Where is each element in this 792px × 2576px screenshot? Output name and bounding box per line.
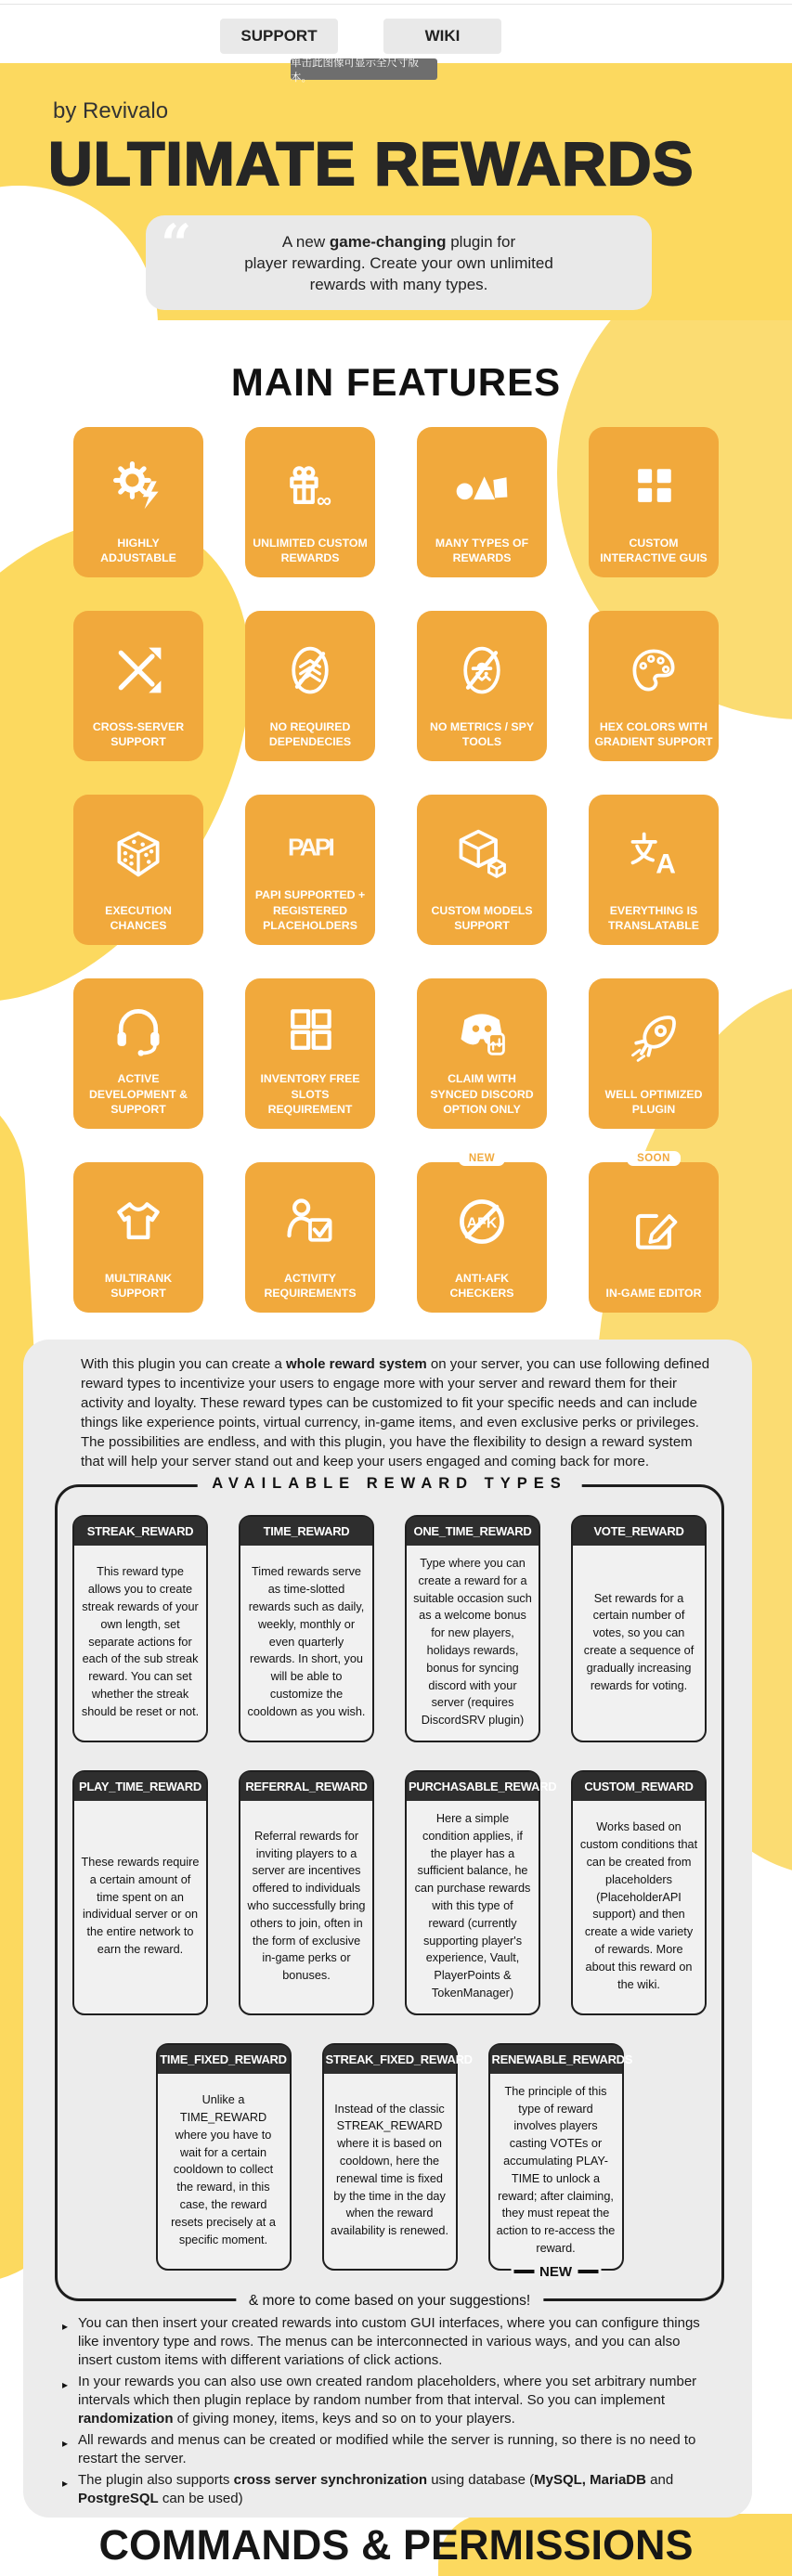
reward-type-desc: Here a simple condition applies, if the player has a sufficient balance, he can purchase rewards with this type of reward (currently supporting player's experience, Vault, PlayerPoints & TokenManager): [414, 1811, 531, 2000]
reward-types-row: [65, 1515, 714, 1742]
bullet-icon: ▸: [62, 2319, 69, 2333]
palette-icon: [626, 622, 682, 719]
reward-type-name: TIME_REWARD: [240, 1517, 372, 1546]
support-button[interactable]: SUPPORT: [220, 19, 338, 54]
svg-text:A: A: [656, 848, 676, 880]
shapes-icon: [454, 438, 510, 536]
feature-card: [73, 427, 203, 577]
reward-types-row: [65, 2043, 714, 2280]
main-features-heading: MAIN FEATURES: [230, 360, 562, 404]
cross-arrows-icon: [110, 622, 166, 719]
feature-label: CUSTOM MODELS SUPPORT: [431, 903, 533, 932]
reward-type-card: [72, 1515, 208, 1742]
reward-type-desc: Works based on custom conditions that can be created from placeholders (PlaceholderAPI support) and then create a wide variety of rewards. More about this reward on the wiki.: [579, 1820, 698, 1991]
activity-check-icon: [282, 1173, 338, 1271]
reward-type-card: [571, 1770, 707, 2015]
reward-type-name: STREAK_REWARD: [74, 1517, 206, 1546]
feature-card: [245, 611, 375, 761]
feature-label: IN-GAME EDITOR: [605, 1286, 702, 1300]
feature-card: [73, 1162, 203, 1313]
reward-type-name: PLAY_TIME_REWARD: [74, 1772, 206, 1801]
feature-card: [73, 611, 203, 761]
features-grid: [73, 427, 719, 1313]
headset-icon: [110, 990, 166, 1071]
slots-grid-icon: [282, 990, 338, 1071]
gear-bolt-icon: [110, 438, 166, 536]
reward-types-title: AVAILABLE REWARD TYPES: [197, 1475, 582, 1493]
feature-label: ACTIVE DEVELOPMENT & SUPPORT: [89, 1072, 188, 1116]
top-divider: [0, 4, 792, 5]
plugin-description: With this plugin you can create a whole reward system on your server, you can use following defined reward types to incentivize your users to engage more with your server and reward them for their activity and loyalty. These reward types can be customized to fit your specific needs and can include things like experience points, virtual currency, in-game items, and even exclusive perks or privileges. The possibilities are endless, and with this plugin, you have the flexibility to design a reward system that will help your server stand out and keep your users engaged and coming back for more.: [81, 1356, 710, 1469]
reward-type-card: [571, 1515, 707, 1742]
reward-type-card: [405, 1770, 557, 2015]
reward-types-row: [65, 1770, 714, 2015]
feature-label: WELL OPTIMIZED PLUGIN: [604, 1087, 703, 1116]
rocket-icon: [626, 990, 682, 1087]
feature-label: NO METRICS / SPY TOOLS: [429, 719, 535, 748]
reward-type-desc: The principle of this type of reward involves players casting VOTEs or accumulating PLAY-TIME to unlock a reward; after claiming, they must repeat the action to re-access the reward.: [496, 2084, 616, 2255]
feature-card: [245, 427, 375, 577]
feature-label: MULTIRANK SUPPORT: [104, 1271, 173, 1300]
bullet-list: [62, 2314, 717, 2518]
bullet-icon: ▸: [62, 2377, 69, 2391]
feature-label: CLAIM WITH SYNCED DISCORD OPTION ONLY: [430, 1072, 534, 1116]
reward-type-name: ONE_TIME_REWARD: [407, 1517, 539, 1546]
dice-icon: [110, 806, 166, 903]
reward-type-card: [239, 1515, 374, 1742]
reward-type-card: [156, 2043, 292, 2271]
reward-type-desc: Instead of the classic STREAK_REWARD where it is based on cooldown, here the renewal time is fixed by the time in the day when the reward availability is renewed.: [331, 2102, 448, 2238]
feature-card: [589, 795, 719, 945]
feature-label: NO REQUIRED DEPENDECIES: [268, 719, 352, 748]
discord-sync-icon: [454, 990, 510, 1071]
no-spy-icon: [454, 622, 510, 719]
feature-card: [417, 427, 547, 577]
translate-icon: [626, 806, 682, 903]
feature-card: [417, 795, 547, 945]
feature-label: EVERYTHING IS TRANSLATABLE: [608, 903, 699, 932]
cube-icon: [454, 806, 510, 903]
reward-types-box: [55, 1475, 724, 2309]
feature-card: [589, 1153, 719, 1313]
feature-card: [73, 978, 203, 1129]
list-item: ▸ All rewards and menus can be created or modified while the server is running, so there is no need to restart the server.: [62, 2431, 696, 2466]
reward-type-card: [239, 1770, 374, 2015]
papi-icon: [282, 806, 338, 887]
feature-card: [417, 978, 547, 1129]
new-badge: NEW: [459, 1151, 505, 1166]
intro-quote-text: A new game-changing plugin for player rewarding. Create your own unlimited rewards with many types.: [244, 232, 553, 293]
reward-type-card: [72, 1770, 208, 2015]
feature-card: [73, 795, 203, 945]
bullet-icon: ▸: [62, 2436, 69, 2450]
svg-text:∞: ∞: [316, 488, 332, 512]
bullet-icon: ▸: [62, 2476, 69, 2490]
svg-text:PAPI: PAPI: [287, 833, 333, 861]
reward-type-desc: Referral rewards for inviting players to a server are incentives offered to individuals who successfully bring others to join, often in the form of exclusive in-game perks or bonuses.: [247, 1829, 366, 1983]
feature-card: [245, 795, 375, 945]
list-item: ▸ You can then insert your created rewards into custom GUI interfaces, where you can configure things like inventory type and rows. The menus can be interconnected in various ways, and you can also insert custom items with different variations of click actions.: [62, 2314, 700, 2368]
quote-icon: “: [161, 213, 192, 276]
reward-type-desc: Timed rewards serve as time-slotted rewards such as daily, weekly, monthly or even quarterly rewards. In short, you will be able to customize the cooldown as you wish.: [247, 1565, 366, 1718]
intro-quote: [146, 215, 652, 310]
feature-label: EXECUTION CHANCES: [105, 903, 172, 932]
list-item: ▸ In your rewards you can also use own created random placeholders, where you set arbitrary number intervals which then plugin replace by random number from that interval. So you can implement randomization of giving money, items, keys and so on to your players.: [62, 2373, 697, 2427]
author-byline: by Revivalo: [53, 98, 169, 123]
feature-label: HEX COLORS WITH GRADIENT SUPPORT: [594, 719, 713, 748]
wiki-button[interactable]: WIKI: [383, 19, 501, 54]
reward-type-name: STREAK_FIXED_REWARD: [324, 2045, 456, 2074]
feature-label: MANY TYPES OF REWARDS: [435, 536, 529, 564]
reward-types-footer: & more to come based on your suggestions!: [236, 2293, 543, 2310]
reward-type-name: TIME_FIXED_REWARD: [158, 2045, 290, 2074]
reward-type-desc: These rewards require a certain amount of time spent on an individual server or on the entire network to earn the reward.: [81, 1855, 200, 1956]
tshirt-icon: [110, 1173, 166, 1271]
svg-text:AFK: AFK: [466, 1215, 498, 1232]
no-dependencies-icon: [282, 622, 338, 719]
reward-type-card: [405, 1515, 540, 1742]
commands-permissions-heading: COMMANDS & PERMISSIONS: [98, 2521, 694, 2569]
feature-label: INVENTORY FREE SLOTS REQUIREMENT: [260, 1072, 360, 1116]
feature-label: UNLIMITED CUSTOM REWARDS: [253, 536, 368, 564]
anti-afk-icon: [454, 1173, 510, 1271]
reward-type-card: [488, 2043, 633, 2280]
image-tooltip: 单击此图像可显示全尺寸版本。: [291, 58, 437, 80]
reward-type-name: RENEWABLE_REWARDS: [490, 2045, 622, 2074]
new-tag: NEW: [511, 2264, 601, 2280]
feature-label: CUSTOM INTERACTIVE GUIS: [600, 536, 708, 564]
reward-type-desc: Set rewards for a certain number of votes, so you can create a sequence of gradually increasing rewards for voting.: [583, 1591, 695, 1692]
feature-card: [245, 978, 375, 1129]
reward-type-name: PURCHASABLE_REWARD: [407, 1772, 539, 1801]
description-panel: [23, 1340, 752, 2518]
reward-type-desc: Type where you can create a reward for a suitable occasion such as a welcome bonus for new players, holidays rewards, bonus for syncing discord with your server (requires DiscordSRV plugin): [413, 1557, 532, 1728]
reward-type-name: REFERRAL_REWARD: [240, 1772, 372, 1801]
gift-infinity-icon: [282, 438, 338, 536]
feature-label: HIGHLY ADJUSTABLE: [100, 536, 176, 564]
feature-label: ANTI-AFK CHECKERS: [449, 1271, 514, 1300]
reward-type-desc: Unlike a TIME_REWARD where you have to wait for a certain cooldown to collect the reward, in this case, the reward resets precisely at a specific moment.: [171, 2093, 276, 2246]
feature-label: ACTIVITY REQUIREMENTS: [264, 1271, 357, 1300]
reward-type-desc: This reward type allows you to create streak rewards of your own length, set separate actions for each of the sub streak reward. You can set whether the streak should be reset or not.: [81, 1565, 200, 1718]
list-item: ▸ The plugin also supports cross server synchronization using database (MySQL, MariaDB and PostgreSQL can be used): [62, 2471, 674, 2506]
page-title: ULTIMATE REWARDS: [48, 129, 695, 198]
soon-badge: SOON: [627, 1151, 681, 1166]
feature-card: [589, 611, 719, 761]
feature-card: [589, 427, 719, 577]
feature-card: [589, 978, 719, 1129]
feature-card: [245, 1162, 375, 1313]
feature-card: [417, 611, 547, 761]
feature-label: CROSS-SERVER SUPPORT: [92, 719, 185, 748]
feature-label: PAPI SUPPORTED + REGISTERED PLACEHOLDERS: [254, 888, 366, 932]
reward-type-card: [322, 2043, 473, 2271]
editor-pencil-icon: [626, 1173, 682, 1286]
gui-grid-icon: [626, 438, 682, 536]
reward-type-name: CUSTOM_REWARD: [573, 1772, 705, 1801]
feature-card: [417, 1153, 547, 1313]
reward-type-name: VOTE_REWARD: [573, 1517, 705, 1546]
